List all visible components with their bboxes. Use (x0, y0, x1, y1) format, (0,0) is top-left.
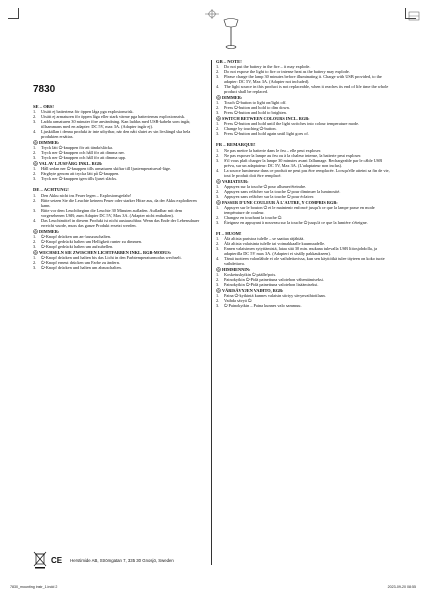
list-text: Bitte setzen Sie die Leuchte keinem Feuer oder starker Hitze aus, da der Akku explodieren kann. (41, 197, 197, 208)
gb-color-list (216, 121, 391, 136)
list-number: 1. (33, 254, 37, 260)
fi-color-list (216, 293, 391, 308)
fi-dimmer-heading: HIMMENNIN: (216, 267, 391, 272)
list-text: Den Akku nicht ins Feuer legen – Explosionsgefahr! (41, 192, 132, 198)
fr-color-heading: PASSER D'UNE COULEUR À L'AUTRE, Y COMPRIS RGB: (216, 200, 391, 205)
list-text: Do not expose the light to fire or intense heat as the battery may explode. (224, 69, 350, 75)
de-dimmer-heading: DIMMER: (33, 229, 206, 234)
list-text: ⏻-Knopf erneut drücken um Farbe zu ändern. (41, 259, 120, 265)
list-item (33, 198, 206, 208)
list-text: Ne pas mettre la batterie dans le feu – elle peut exploser. (224, 147, 322, 153)
list-text: Bitte vor dem Leuchtbeginn die Leuchte 30 Minuten aufladen. Aufladbar mit dem vorgesehenen USB; zum Adapter DC 5V, Max 3A. (Adapter nicht enthalten). (41, 207, 183, 218)
list-number: 4. (33, 129, 37, 135)
list-text: Press ⏻-button and hold again until light goes of. (224, 131, 309, 137)
list-number: 1. (216, 100, 220, 106)
list-text: ⏻-Knopf gedrückt halten um aufzuhellen. (41, 243, 114, 249)
print-slug-date: 2023-09-20 08:55 (387, 585, 416, 589)
list-number: 2. (216, 69, 220, 75)
se-dimmer-heading: DIMMER: (33, 140, 206, 145)
table-lamp-icon (216, 16, 246, 52)
list-item (216, 110, 391, 115)
list-number: 1. (33, 109, 37, 115)
section-title-gb: GB – NOTE! (216, 59, 242, 64)
gb-warnings-list (216, 64, 391, 94)
list-text: Ennen valaisimen sytyttämistä, lataa sitä 30 min. mukana tulevalla USB liitosjohdolla, ja adapterilla DC 5V max 3A. (Adapteri ei sisälly pakkaukseen). (224, 246, 377, 257)
list-item (33, 244, 206, 249)
section-title-fr: FR – REMARQUE! (216, 142, 256, 148)
column-divider (211, 60, 212, 565)
fr-warnings-list (216, 148, 391, 178)
list-text: Färgbyte genom att trycka lätt på ⏻-knappen. (41, 171, 120, 177)
list-number: 1. (33, 192, 37, 198)
list-text: Tämä tuotteen valonlähde ei ole vaihdettavissa, kun sen käyttöikä tulee täyteen on koko tuote vaihdettava. (224, 256, 385, 267)
registration-mark-icon (202, 6, 222, 16)
left-column (33, 70, 206, 270)
list-number: 2. (33, 197, 37, 203)
print-slug-filename: 7830_mounting instr_1.indd 2 (10, 585, 58, 589)
list-text: Håll sedan ner ⏻-knappen tills armaturen skiftar till ljustemperaturval-läge. (41, 166, 171, 172)
list-number: 3. (216, 74, 220, 80)
list-item (216, 84, 391, 94)
list-number: 3. (216, 157, 220, 163)
list-text: The light source in this product is not replaceable, when it reaches its end of life time the whole product shall be replaced. (224, 84, 389, 95)
list-number: 2. (33, 171, 37, 177)
list-item (216, 205, 391, 215)
list-text: Painokytkin ⏻-Pidä painettuna valotehon vähentämiseksi. (224, 277, 324, 283)
list-text: Utsätt ej armaturen för öppen låga eller stark värme pga batteriernas explosionsrisk. (41, 114, 186, 120)
list-item (33, 155, 206, 160)
list-number: 3. (216, 282, 220, 288)
list-number: 3. (216, 110, 220, 116)
list-number: 1. (216, 121, 220, 127)
list-number: 2. (216, 298, 220, 304)
list-number: 2. (216, 105, 220, 111)
list-text: Press ⏻-button and hold until the light switches into colour temperature mode. (224, 121, 360, 127)
list-number: 4. (216, 84, 220, 90)
se-color-heading: VAL AV LJUSFÄRG INKL. RGB: (33, 161, 206, 166)
list-text: ⏻-Knopf drücken und halten bis das Licht in den Farbtemperaturmodus wechselt. (41, 254, 182, 260)
list-number: 4. (33, 217, 37, 223)
se-color-list (33, 166, 206, 181)
list-text: Éteignez en appuyant à nouveau sur la touche ⏻ jusqu'à ce que la lumière s'éteigne. (224, 219, 368, 225)
list-number: 2. (33, 238, 37, 244)
list-text: La source lumineuse dans ce produit ne peut pas être remplacée. Lorsqu'elle atteint sa fin de vie, tout le produit doit être remplacé. (224, 167, 390, 178)
list-number: 3. (33, 264, 37, 270)
list-number: 1. (216, 293, 220, 299)
list-number: 4. (216, 167, 220, 173)
list-item (216, 282, 391, 287)
list-item (33, 218, 206, 228)
list-text: Changez en touchant la touche ⏻. (224, 214, 283, 220)
list-text: Vaihda sävyä ⏻. (224, 298, 253, 304)
list-item (216, 256, 391, 266)
gb-dimmer-heading: DIMMER: (216, 95, 391, 100)
list-number: 1. (33, 166, 37, 172)
list-text: Change by touching ⏻-button. (224, 126, 277, 132)
list-number: 1. (216, 272, 220, 278)
list-text: ⏻ Painokytkin – Paina kunnes valo sammuu. (224, 303, 302, 309)
fr-dimmer-list (216, 184, 391, 199)
list-item (216, 158, 391, 168)
de-warnings-list (33, 193, 206, 228)
list-number: 3. (33, 119, 37, 125)
list-number: 3. (216, 131, 220, 137)
list-item (216, 303, 391, 308)
ce-mark: CE (51, 555, 63, 565)
list-item (216, 220, 391, 225)
fi-warnings-list (216, 236, 391, 266)
list-number: 3. (216, 303, 220, 309)
list-text: Ne pas exposer la lampe au feu ou à la chaleur intense, la batterie peut exploser. (224, 152, 362, 158)
list-number: 1. (216, 204, 220, 210)
list-number: 1. (216, 147, 220, 153)
fr-dimmer-heading: VARIATEUR: (216, 179, 391, 184)
de-dimmer-list (33, 234, 206, 249)
list-text: Press ⏻-button and hold to brighten. (224, 110, 287, 116)
se-warnings-list (33, 109, 206, 139)
list-number: 2. (33, 150, 37, 156)
list-text: Do not put the battery in the fire – it may explode. (224, 64, 311, 70)
section-title-de: DE – ACHTUNG! (33, 187, 69, 193)
de-color-heading: WECHSELN SIE ZWISCHEN LICHTFARBEN INKL. RGB-MODUS: (33, 250, 206, 255)
section-title-fi: FI – HUOM! (216, 230, 242, 236)
list-text: Press ⏻-button and hold to dim down. (224, 105, 290, 111)
list-text: Ljuskällan i denna produkt är inte utbytbar, när den nått slutet av sin livslängd ska hela produkten ersättas. (41, 129, 191, 140)
list-number: 1. (33, 145, 37, 151)
list-item (33, 129, 206, 139)
list-text: ⏻-Knopf drücken und halten um abzuschalten. (41, 264, 122, 270)
list-text: Appuyer sur le bouton ⏻ et le maintenir enfoncé jusqu'à ce que la lampe passe en mode température de couleur. (224, 204, 375, 215)
list-item (33, 265, 206, 270)
registration-mark-icon (408, 8, 420, 18)
weee-crossed-bin-icon (33, 551, 47, 569)
list-text: Utsätt ej batteriena för öppen låga pga explosionsrisk. (41, 109, 134, 115)
list-text: Appuyez sur la touche ⏻ pour allumer/éteindre. (224, 183, 307, 189)
list-text: Painokytkin ⏻-Pidä painettuna valotehon lisäämiseksi. (224, 282, 319, 288)
list-number: 1. (216, 236, 220, 242)
list-text: Tryck ner ⏻-knappen igen tills ljuset släcks. (41, 176, 118, 182)
list-text: Das Leuchtmittel in diesem Produkt ist nicht austauschbar. Wenn das Ende der Lebensdauer erreicht wurde, muss das ganze Produkt ersetzt werden. (41, 217, 200, 228)
list-text: Älä altista valaisinta tulelle tai voimakkaalle kuumuudelle. (224, 241, 326, 247)
list-number: 2. (216, 126, 220, 132)
list-item (216, 131, 391, 136)
fi-color-heading: VÄRISÄVYJEN VAIHTO, RGB: (216, 288, 391, 293)
list-text: Tryck lätt ⏻-knappen för att tända/släcka. (41, 145, 113, 151)
list-text: Kosketuskytkin ⏻ päälle/pois. (224, 272, 277, 278)
list-text: Tryck ner ⏻-knappen och håll för att dimma upp. (41, 155, 126, 161)
list-item (216, 246, 391, 256)
list-number: 4. (216, 256, 220, 262)
list-text: ⏻-Knopf drücken um an-/auszuschalten. (41, 233, 111, 239)
list-number: 3. (216, 193, 220, 199)
gb-color-heading: SWITCH BETWEEN COLOURS INCL. RGB: (216, 116, 391, 121)
model-number: 7830 (33, 84, 56, 95)
se-dimmer-list (33, 145, 206, 160)
list-item (216, 74, 391, 84)
crop-mark-top-left (8, 8, 19, 19)
list-text: Paina ⏻-kytkintä kunnes valaisin siirtyy sävynvaihtotilaan. (224, 293, 326, 299)
fi-dimmer-list (216, 272, 391, 287)
list-number: 3. (216, 246, 220, 252)
fr-color-list (216, 205, 391, 225)
list-number: 3. (33, 155, 37, 161)
list-number: 3. (33, 243, 37, 249)
list-number: 2. (33, 114, 37, 120)
list-text: Appuyez sans relâcher sur la touche ⏻ pour éclairer. (224, 193, 315, 199)
list-number: 3. (33, 176, 37, 182)
list-text: Touch ⏻-button to light on/light off. (224, 100, 287, 106)
list-item (33, 208, 206, 218)
list-number: 1. (216, 183, 220, 189)
list-item (33, 176, 206, 181)
gb-dimmer-list (216, 100, 391, 115)
list-text: Please charge the lamp 30 minutes before illuminating it. Charge with USB provided, to the adapter: DC 5V, Max 3A. (Adapter not included). (224, 74, 382, 85)
de-color-list (33, 255, 206, 270)
list-number: 2. (216, 241, 220, 247)
list-number: 2. (216, 214, 220, 220)
list-text: Ladda armaturen 30 minuter före användning. Kan laddas med USB-kabeln som ingår, tillsammans med en adapter: DC 5V, max 3A. (Adapter ingår ej). (41, 119, 191, 130)
list-item (216, 194, 391, 199)
list-number: 1. (33, 233, 37, 239)
list-number: 3. (216, 219, 220, 225)
list-item (216, 168, 391, 178)
company-address: Herstimide AB, Strömgatan 7, 335 30 Gnosjö, Sweden (70, 557, 174, 563)
list-text: ⏻-Knopf gedrückt halten um Helligkeit runter zu dimmen. (41, 238, 143, 244)
list-number: 2. (216, 152, 220, 158)
list-number: 2. (216, 277, 220, 283)
list-text: Appuyez sans relâcher sur la touche ⏻ pour diminuer la luminosité. (224, 188, 341, 194)
list-number: 2. (33, 259, 37, 265)
right-column (216, 57, 391, 308)
list-text: S'il vous plaît charger la lampe 30 minutes avant l'allumage. Rechargeable par le câble USB prévu, sur un adaptateur: DC 5V, Max 3A. (L'adaptateur non inclus). (224, 157, 383, 168)
section-title-se: SE – OBS! (33, 104, 54, 109)
list-item (33, 119, 206, 129)
list-number: 3. (33, 207, 37, 213)
list-number: 2. (216, 188, 220, 194)
list-text: Tryck ner ⏻-knappen och håll för att dimma ner. (41, 150, 125, 156)
list-number: 1. (216, 64, 220, 70)
footer (33, 549, 208, 571)
list-text: Älä altista paristoa tulelle – se saattaa räjähtää. (224, 236, 305, 242)
